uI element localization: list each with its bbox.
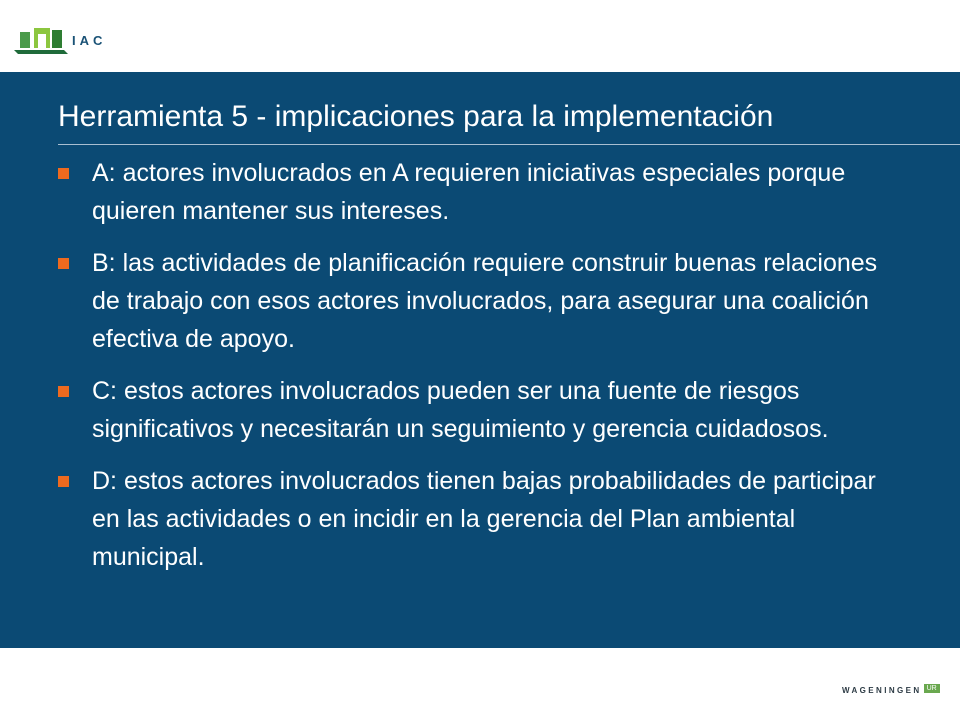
wageningen-ur-badge: UR — [924, 684, 940, 693]
bullet-square-icon — [58, 258, 69, 269]
logo-text: IAC — [72, 33, 107, 48]
bullet-item-c — [58, 372, 908, 448]
bullet-item-d — [58, 462, 908, 576]
wageningen-text: WAGENINGEN — [842, 686, 922, 695]
iac-logo-icon — [14, 24, 124, 66]
bullet-item-a — [58, 154, 908, 230]
bullet-text: A: actores involucrados en A requieren iniciativas especiales porque quieren mantener sus intereses. — [92, 159, 846, 225]
title-divider — [58, 144, 960, 145]
wageningen-logo — [842, 680, 940, 698]
bullet-item-b — [58, 244, 908, 358]
bullet-square-icon — [58, 476, 69, 487]
bullet-square-icon — [58, 386, 69, 397]
bullet-text: C: estos actores involucrados pueden ser una fuente de riesgos significativos y necesitarán un seguimiento y gerencia cuidadosos. — [92, 377, 829, 443]
bullet-text: B: las actividades de planificación requiere construir buenas relaciones de trabajo con esos actores involucrados, para asegurar una coalición efectiva de apoyo. — [92, 249, 878, 353]
bullet-list — [58, 154, 908, 590]
slide-title: Herramienta 5 - implicaciones para la implementación — [58, 100, 774, 133]
bullet-square-icon — [58, 168, 69, 179]
bullet-text: D: estos actores involucrados tienen bajas probabilidades de participar en las actividades o en incidir en la gerencia del Plan ambiental municipal. — [92, 467, 876, 571]
